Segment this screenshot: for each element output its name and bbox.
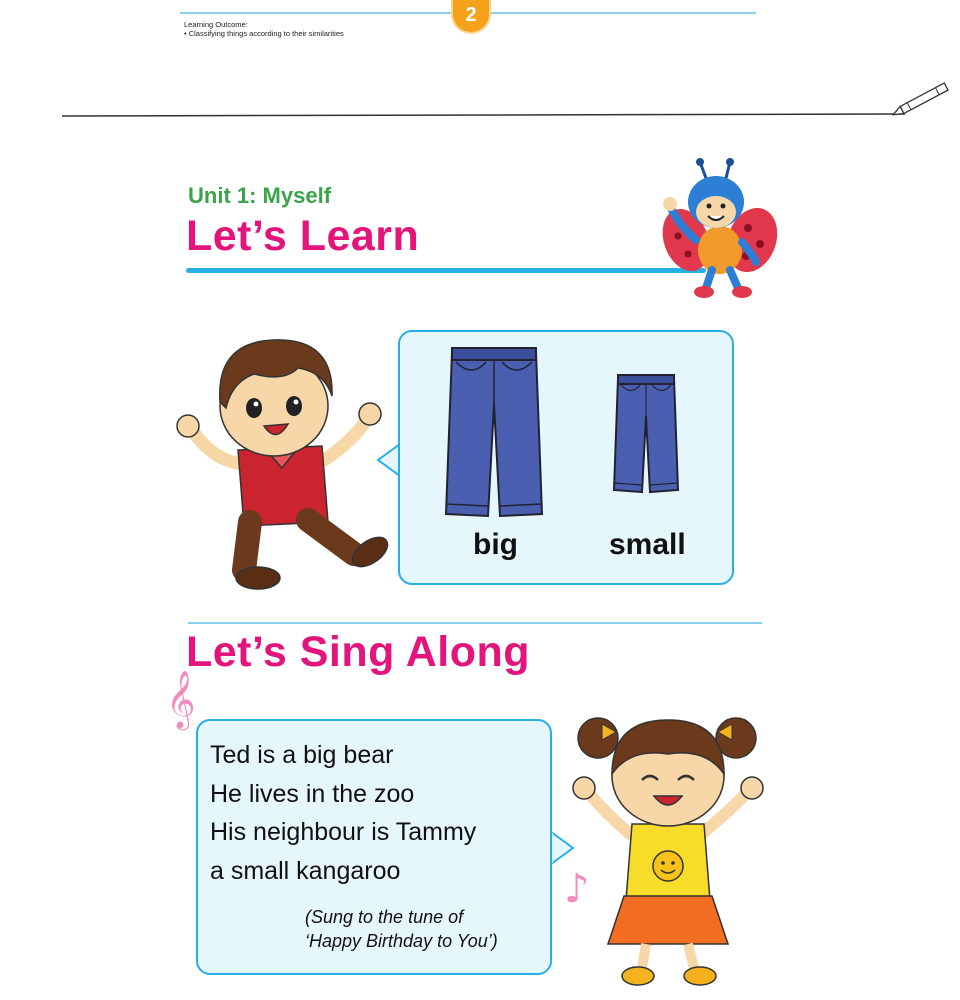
- ladybug-mascot-icon: [656, 158, 782, 300]
- learning-outcome-title: Learning Outcome:: [184, 20, 248, 29]
- lyric-line: His neighbour is Tammy: [210, 818, 477, 846]
- lets-learn-title: Let’s Learn: [186, 212, 420, 260]
- boy-character-icon: [174, 322, 390, 594]
- learning-outcome-item: • Classifying things according to their similarities: [184, 29, 344, 38]
- credit-line: (Sung to the tune of: [305, 907, 464, 927]
- big-jeans-icon: [442, 344, 546, 524]
- music-note-icon: ♪: [564, 866, 590, 912]
- small-label: small: [609, 528, 686, 561]
- sing-along-top-rule: [188, 622, 762, 624]
- lets-sing-along-title: Let’s Sing Along: [186, 628, 531, 676]
- lets-learn-underline: [186, 268, 706, 273]
- unit-title: Unit 1: Myself: [188, 183, 332, 208]
- song-tune-credit: [305, 905, 498, 953]
- pencil-line-icon: [0, 80, 960, 130]
- lyric-line: a small kangaroo: [210, 856, 401, 885]
- treble-clef-icon: 𝄞: [166, 670, 196, 728]
- learning-outcome: [184, 20, 344, 38]
- credit-line: ‘Happy Birthday to You’): [305, 931, 498, 951]
- lyric-line: He lives in the zoo: [210, 779, 415, 808]
- small-jeans-icon: [612, 372, 680, 496]
- page-number-badge: 2: [451, 0, 491, 34]
- lyric-line: Ted is a big bear: [210, 741, 394, 769]
- girl-character-icon: [566, 704, 774, 990]
- song-lyrics: [210, 736, 476, 890]
- big-label: big: [473, 528, 518, 561]
